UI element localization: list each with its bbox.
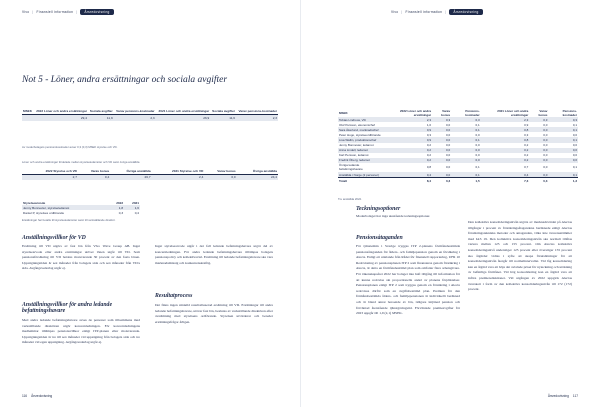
body-text: Det finns ingen särskild resultatbaserad ersättning till VD. Ersättningar till andra ledande befattningshavare, utöver fast lön, beslutas av verkställande direktören efter avstämning med styrelsens ordförande. Styrelsen utvärderar och bereder ersättningsfrågor årligen.: [155, 303, 273, 324]
table-cell: 0,2: [524, 143, 529, 148]
section-heading: Anställningsvillkor för VD: [22, 235, 86, 241]
page-footer: [22, 394, 52, 398]
table-cell: 0,0: [445, 122, 451, 127]
table-col-header: Varav bonus: [217, 168, 236, 173]
table-cell: 0,9: [383, 127, 432, 132]
row-label: Tobias Lindroos, VD: [338, 117, 383, 122]
table-cell: 0,0: [529, 172, 548, 178]
table-col-header: 2022 Löner och andra ersättningar: [400, 108, 432, 117]
row-label: Anställda i Norge (2 personer): [338, 172, 383, 178]
table-cell: 1,5: [451, 178, 481, 184]
table-cell: 0,0: [529, 158, 548, 163]
table-cell: 0,1: [572, 122, 577, 127]
table-cell: 0,3: [548, 117, 578, 122]
body-text: Den kollektiva konsolideringsnivån utgörs av marknadsvärdet på Alectas tillgångar i procent av försäkringsåtagandena beräknade enligt Alectas försäkringstekniska metoder och antaganden, vilka inte överensstämmer med IAS 19. Den kollektiva konsolideringsnivån ska normalt tillåtas variera mellan 125 och 155 procent. Om Alectas kollektiva konsolideringsnivå understiger 125 procent eller överstiger 155 procent ska åtgärder vidtas i syfte att skapa förutsättningar för att konsolideringsnivån återgår till normalintervallet. Vid låg konsolidering kan en åtgärd vara att höja det avtalade priset för nyteckning och utökning av befintliga förmåner. Vid hög konsolidering kan en åtgärd vara att införa premiereduktioner. Vid utgången av 2022 uppgick Alectas överskott i form av den kollektiva konsolideringsnivån till 172 (172) procent.: [468, 220, 572, 292]
table-cell: 0,1: [548, 137, 578, 142]
header-doc-pill: Årsredovisning: [80, 9, 113, 15]
table-cell: 0,1: [572, 165, 577, 170]
table-cell: 0,0: [432, 127, 451, 132]
table-cell: 0,3: [432, 178, 451, 184]
table-cell: 0,1: [548, 127, 578, 132]
row-label: Olof Persson, ekonomichef: [339, 122, 376, 127]
table-cell: 0,0: [572, 153, 577, 158]
table-cell: 0,9: [524, 122, 529, 127]
table-cell: 0,0: [475, 153, 480, 158]
table-cell: 2,3: [481, 117, 530, 122]
table-cell: 8,4: [383, 178, 432, 184]
table-row: Daniel P, styrelses ordförande 0,3 0,4: [23, 210, 139, 215]
table-cell: 0,3: [426, 132, 432, 137]
table-header-label: MSEK: [339, 110, 348, 115]
table-col-header: Varav pensions-kostnader: [238, 109, 277, 113]
table-col-header: Sociala avgifter: [89, 109, 113, 113]
salaries-table: [22, 108, 278, 121]
table-col-header: Pensions-kostnader: [562, 108, 577, 117]
table-cell: 0,0: [432, 158, 451, 163]
table-cell: 0,4: [383, 172, 432, 178]
table-cell: 0,1: [451, 137, 481, 142]
row-label: Anna Lindell, ledamot: [338, 148, 383, 153]
board-salaries-table: [22, 168, 278, 180]
table-cell: 0,0: [572, 143, 577, 148]
table-cell: 0,8: [481, 137, 530, 142]
table-cell: 0,0: [543, 132, 548, 137]
table-cell: 0,3: [529, 178, 548, 184]
table-col-header: 2021 Löner och andra ersättningar: [158, 109, 210, 113]
running-header: Vivo | Finansiell information | Årsredovisning: [391, 10, 483, 14]
header-brand: Vivo: [22, 10, 30, 14]
table-cell: 0,2: [426, 143, 432, 148]
table-cell: 0,0: [445, 153, 451, 158]
table-col-header: 2022 Styrelse och VD: [45, 168, 77, 173]
table-cell: 0,0: [548, 148, 578, 153]
body-text: Ersättning till VD utgörs av fast lön från Vivo Wave Group AB. Inget styrelsearvode eller andra ersättningar utöver lönen utgår till VD. Som pensionsförsäkring till VD betalas motsvarande 30 procent av den fasta lönen. Uppsägningstiden är sex månader från bolagets sida och sex månader från VD:s sida. Avgångsvederlag utgår ej.: [22, 244, 140, 271]
table-row: 29,4 11,9 2,3 26,9 11,6 2,3: [22, 115, 278, 122]
table-cell: 0,0: [543, 153, 548, 158]
table-cell: 0,7: [524, 165, 529, 170]
section-heading: Resultatprocess: [155, 293, 193, 299]
table-cell: 0,2: [481, 148, 530, 153]
row-label: Fredrik Öberg, ledamot: [338, 158, 383, 163]
table-cell: 0,0: [475, 143, 480, 148]
table-cell: 0,0: [529, 137, 548, 142]
section-heading: Anställningsvillkor för andra ledande befattningshavare: [22, 302, 113, 315]
table-col-header: Övriga anställda: [126, 168, 151, 173]
running-header: Vivo | Finansiell information | Årsredovisning: [22, 10, 114, 14]
table-col-header: Varav bonus: [90, 168, 110, 173]
table-cell: 0,3: [432, 117, 451, 122]
table-cell: 0,0: [529, 127, 548, 132]
table-cell: 0,0: [543, 143, 548, 148]
section-heading: Teckningsoptioner: [356, 206, 401, 212]
body-text: Inget styrelsearvode utgår i det fall ledande befattningshavare utgör del av koncernledningen. För andra ledande befattningshavare tillämpas bolagets pensionspolicy och kollektivavtal. Ersättning till ledande befattningshavare ska vara marknadsmässig och konkurrenskraftig.: [155, 244, 273, 265]
table-cell: 7,3: [481, 178, 530, 184]
table-cell: 0,2: [524, 153, 529, 158]
table-cell: 0,1: [451, 127, 481, 132]
table-cell: 0,0: [572, 132, 577, 137]
table-note: Av moderbolagets pensionskostnader avser 0,3 (0,3) MSEK styrelse och VD.: [22, 145, 118, 149]
table-row: 2,7 0,4 26,7 2,4 0,0 24,4: [22, 174, 278, 180]
table-cell: 0,0: [451, 148, 481, 153]
table-cell: 0,0: [432, 172, 451, 178]
table-cell: 0,0: [432, 137, 451, 142]
section-heading: Pensionsåtaganden: [356, 235, 403, 241]
table-cell: 1,3: [548, 178, 578, 184]
table-col-header: 2021 Styrelse och VD: [172, 168, 204, 173]
table-cell: 0,0: [475, 132, 480, 137]
page-number: 117: [572, 394, 578, 398]
table-cell: 2,3: [383, 117, 432, 122]
table-cell: 0,9: [383, 137, 432, 142]
table-cell: 0,1: [548, 172, 578, 178]
table-cell: 0,8: [426, 165, 432, 170]
row-label: Jenny Bonnevier, ledamot: [339, 143, 374, 148]
body-text: Med andra ledande befattningshavare avses de personer som tillsammans med verkställande direktören utgör koncernledningen. För koncernledningens medlemmar tillämpas pensionsvillkor enligt ITP-planen eller motsvarande. Uppsägningstiden är tre till sex månader vid uppsägning från bolagets sida och tre månader vid egen uppsägning. Avgångsvederlag utgår ej.: [22, 318, 140, 345]
table-cell: 0,8: [481, 127, 530, 132]
board-fee-table: Styrelsearvode 2022 2021 Jenny Bonnevier, styrelseledamot 1,8 1,6 Daniel P, styrelses ordförande 0,3 0,4: [23, 200, 139, 215]
table-cell: 0,2: [383, 148, 432, 153]
table-cell: 0,2: [383, 158, 432, 163]
table-header-label: MSEK: [23, 109, 32, 113]
table-col-header: 2021 Löner och andra ersättningar: [497, 108, 529, 117]
row-label: Övriga ledande befattningshavare: [339, 163, 363, 172]
table-col-header: Sociala avgifter: [212, 109, 235, 113]
table-row: Jenny Bonnevier, styrelseledamot 1,8 1,6: [23, 205, 139, 210]
table-col-header: Pensions-kostnader: [465, 108, 480, 117]
table-col-header: 2022 Löner och andra ersättningar: [36, 109, 87, 113]
page-number: 116: [22, 394, 28, 398]
table-cell: 0,0: [529, 148, 548, 153]
table-cell: 0,1: [475, 165, 480, 170]
table-row: [338, 163, 578, 172]
row-label: Peter Hugo, styrelseordförande: [339, 132, 381, 137]
table-cell: 0,4: [481, 172, 530, 178]
row-label: Karl Persson, ledamot: [339, 153, 369, 158]
table-cell: 0,3: [524, 132, 529, 137]
body-text: För tjänstemän i Sverige tryggas ITP 2-planens förmånsbestämda pensionsåtaganden för ålders- och familjepension genom en försäkring i Alecta. Enligt ett uttalande från Rådet för finansiell rapportering, UFR 10 Redovisning av pensionsplanen ITP 2 som finansieras genom försäkring i Alecta, är detta en förmånsbestämd plan som omfattar flera arbetsgivare. För räkenskapsåret 2022 har bolaget inte haft tillgång till information för att kunna redovisa sin proportionella andel av planens förpliktelser. Pensionsplanen enligt ITP 2 som tryggas genom en försäkring i Alecta redovisas därför som en avgiftsbestämd plan. Premien för den förmånsbestämda ålders- och familjepensionen är individuellt beräknad och är bland annat beroende av lön, tidigare intjänad pension och förväntad återstående tjänstgöringstid. Förväntade premieavgifter för 2023 uppgår till 1,9 (2,1) MSEK.: [356, 244, 460, 316]
table-cell: 1,0: [426, 122, 432, 127]
table-cell: 0,2: [481, 158, 530, 163]
table-cell: 0,0: [445, 165, 451, 170]
table-cell: 0,0: [548, 158, 578, 163]
body-text: Moderbolaget har inga utestående teckningsoptioner.: [356, 214, 431, 218]
header-doc-pill: Årsredovisning: [449, 9, 482, 15]
table-col-header: Övriga anställda: [252, 168, 277, 173]
table-cell: 0,1: [451, 172, 481, 178]
footer-doc-name: Årsredovisning: [31, 394, 53, 398]
table-cell: 0,0: [543, 165, 548, 170]
table-cell: 0,0: [543, 122, 548, 127]
table-cell: 0,3: [529, 117, 548, 122]
note-title: Not 5 - Löner, andra ersättningar och sociala avgifter: [22, 75, 228, 85]
table-cell: 0,2: [426, 153, 432, 158]
header-section: Finansiell information: [36, 10, 74, 14]
header-brand: Vivo: [391, 10, 399, 14]
table-caption: Löner och andra ersättningar fördelade mellan styrelseledamöter och VD samt övriga anställda: [22, 160, 140, 164]
table-col-header: Varav pensions-kostnader: [116, 109, 155, 113]
table-total-row: [338, 178, 578, 184]
table-cell: 0,0: [445, 132, 451, 137]
row-label: Sara Åkerlund, marknadschef: [338, 127, 383, 132]
table-cell: 0,0: [451, 158, 481, 163]
table-cell: 0,3: [451, 117, 481, 122]
table-col-header: Varav bonus: [538, 108, 548, 117]
row-label: Totalt: [338, 178, 383, 184]
table-cell: 0,0: [432, 148, 451, 153]
table-note: Ersättningar har betalts till styrelseledamöter samt till verkställande direktör.: [22, 218, 116, 222]
footer-doc-name: Årsredovisning: [547, 394, 569, 398]
table-cell: 0,0: [445, 143, 451, 148]
management-remuneration-table: [338, 108, 578, 183]
table-col-header: Varav bonus: [441, 108, 451, 117]
table-note: Tre anställda 2022.: [338, 197, 362, 201]
right-page: [300, 0, 600, 407]
page-footer: [548, 394, 578, 398]
header-section: Finansiell information: [405, 10, 443, 14]
row-label: Lisa Wallin, produktionschef: [338, 137, 383, 142]
table-cell: 0,1: [475, 122, 480, 127]
